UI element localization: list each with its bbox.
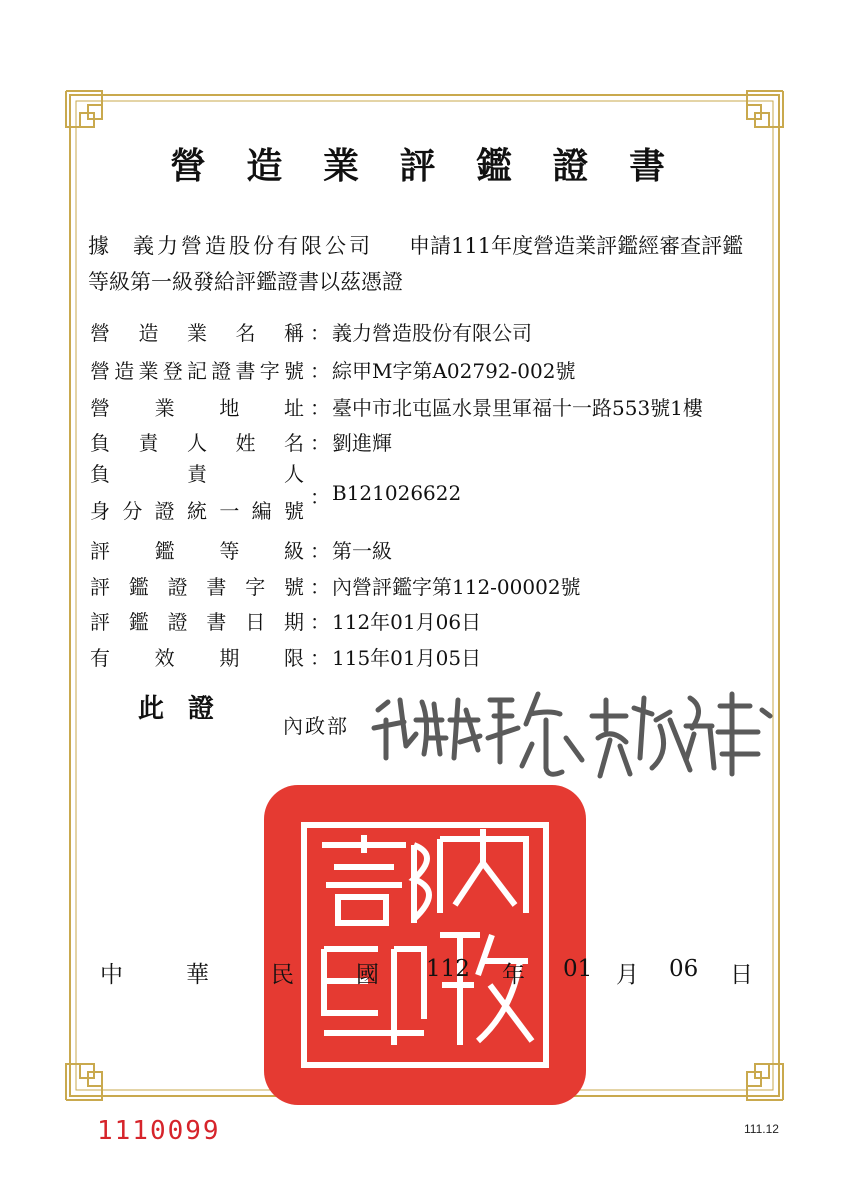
form-version: 111.12 — [744, 1122, 779, 1136]
field-label-char: 評 — [90, 575, 110, 599]
id-field-label-line1 — [90, 458, 304, 487]
field-value: 臺中市北屯區水景里軍福十一路553號1樓 — [332, 396, 703, 420]
field-label-char: 營 — [90, 321, 110, 345]
corner-ornament-bottom-right — [747, 1064, 783, 1100]
field-label-char: 字 — [245, 575, 266, 599]
date-char-4: 國 — [356, 962, 379, 988]
field-label-char: 造 — [138, 321, 159, 345]
field-label-char: 號 — [283, 575, 304, 599]
field-label-char: 記 — [187, 359, 207, 383]
field-label-char: 地 — [219, 396, 240, 420]
field-label-char: 名 — [235, 321, 256, 345]
field-label-char: 書 — [206, 575, 227, 599]
date-day: 06 — [669, 956, 699, 982]
field-label-char: 鑑 — [154, 539, 175, 563]
field-label-char: 號 — [284, 359, 304, 383]
id-field-label-char: 責 — [187, 462, 207, 486]
intro-request-line2: 等級第一級發給評鑑證書以茲憑證 — [88, 270, 403, 294]
field-label-char: 級 — [283, 539, 304, 563]
intro-prefix: 據 — [88, 234, 111, 258]
id-field-label-char: 統 — [186, 499, 207, 523]
field-label-char: 負 — [90, 431, 110, 455]
field-label-char: 評 — [90, 539, 110, 563]
id-field-label-char: 編 — [251, 499, 272, 523]
field-label-char: 有 — [90, 646, 110, 670]
field-label-char: 證 — [211, 359, 232, 383]
field-label-char: 業 — [187, 321, 207, 345]
minister-signature — [370, 680, 780, 800]
corner-ornament-bottom-left — [66, 1064, 102, 1100]
field-label — [90, 643, 304, 673]
field-label-char: 名 — [284, 431, 304, 455]
field-label-char: 鑑 — [128, 575, 149, 599]
field-label-char: 姓 — [235, 431, 256, 455]
field-value: 內營評鑑字第112-00002號 — [332, 575, 581, 599]
id-field-label-char: 號 — [283, 499, 304, 523]
field-label — [90, 607, 304, 637]
field-label-char: 評 — [90, 610, 110, 634]
field-label — [90, 572, 304, 602]
field-label-char: 證 — [167, 575, 188, 599]
field-colon: ： — [310, 539, 330, 563]
id-field-label-char: 負 — [90, 462, 110, 486]
id-field-colon: ： — [310, 485, 330, 509]
corner-ornament-top-right — [747, 91, 783, 127]
date-month-unit: 月 — [616, 962, 639, 988]
field-label — [90, 428, 304, 458]
serial-number: 1110099 — [97, 1116, 221, 1146]
field-colon: ： — [310, 321, 330, 345]
field-colon: ： — [310, 431, 330, 455]
field-colon: ： — [310, 396, 330, 420]
field-value: 115年01月05日 — [332, 646, 482, 670]
field-value: 第一級 — [332, 539, 392, 563]
id-field-label-char: 身 — [90, 499, 110, 523]
field-label-char: 業 — [154, 396, 175, 420]
field-value: 劉進輝 — [332, 431, 392, 455]
field-colon: ： — [310, 575, 330, 599]
field-label-char: 日 — [245, 610, 266, 634]
date-year: 112 — [426, 956, 470, 982]
field-label-char: 營 — [90, 396, 110, 420]
field-label-char: 證 — [167, 610, 188, 634]
id-field-label-char: 分 — [122, 499, 143, 523]
field-label-char: 稱 — [284, 321, 304, 345]
field-label-char: 鑑 — [128, 610, 149, 634]
field-label-char: 限 — [283, 646, 304, 670]
field-label — [90, 356, 304, 386]
date-day-unit: 日 — [730, 962, 753, 988]
field-label-char: 期 — [283, 610, 304, 634]
id-field-label-char: 一 — [219, 499, 240, 523]
field-label-char: 責 — [138, 431, 159, 455]
field-value: 112年01月06日 — [332, 610, 482, 634]
certificate-title: 營 造 業 評 鑑 證 書 — [169, 145, 680, 187]
field-label-char: 營 — [90, 359, 110, 383]
corner-ornament-top-left — [66, 91, 102, 127]
field-label-char: 人 — [187, 431, 207, 455]
official-seal — [264, 785, 586, 1105]
intro-company: 義力營造股份有限公司 — [133, 234, 373, 258]
date-char-3: 民 — [271, 962, 294, 988]
intro-paragraph — [88, 228, 778, 300]
field-label-char: 書 — [206, 610, 227, 634]
id-field-label-line2 — [90, 495, 304, 524]
field-label — [90, 318, 304, 348]
field-value: 義力營造股份有限公司 — [332, 321, 532, 345]
intro-request-line1: 申請111年度營造業評鑑經審查評鑑 — [409, 234, 744, 258]
field-colon: ： — [310, 359, 330, 383]
date-char-2: 華 — [186, 962, 209, 988]
field-colon: ： — [310, 610, 330, 634]
field-label-char: 造 — [114, 359, 135, 383]
issuer-name: 內政部 — [283, 714, 349, 738]
field-label — [90, 393, 304, 423]
field-colon: ： — [310, 646, 330, 670]
field-label-char: 效 — [154, 646, 175, 670]
field-label-char: 字 — [259, 359, 280, 383]
date-month: 01 — [563, 956, 593, 982]
id-field-label-char: 證 — [154, 499, 175, 523]
field-label-char: 登 — [162, 359, 183, 383]
id-field-label-char: 人 — [284, 462, 304, 486]
field-label-char: 等 — [219, 539, 240, 563]
field-label-char: 期 — [219, 646, 240, 670]
field-label-char: 書 — [235, 359, 256, 383]
field-label-char: 址 — [283, 396, 304, 420]
certify-text: 此證 — [138, 694, 239, 724]
date-year-unit: 年 — [502, 962, 525, 988]
id-field-value: B121026622 — [332, 481, 462, 505]
field-label — [90, 536, 304, 566]
field-label-char: 業 — [138, 359, 159, 383]
field-value: 綜甲M字第A02792-002號 — [332, 359, 576, 383]
date-char-1: 中 — [100, 962, 123, 988]
